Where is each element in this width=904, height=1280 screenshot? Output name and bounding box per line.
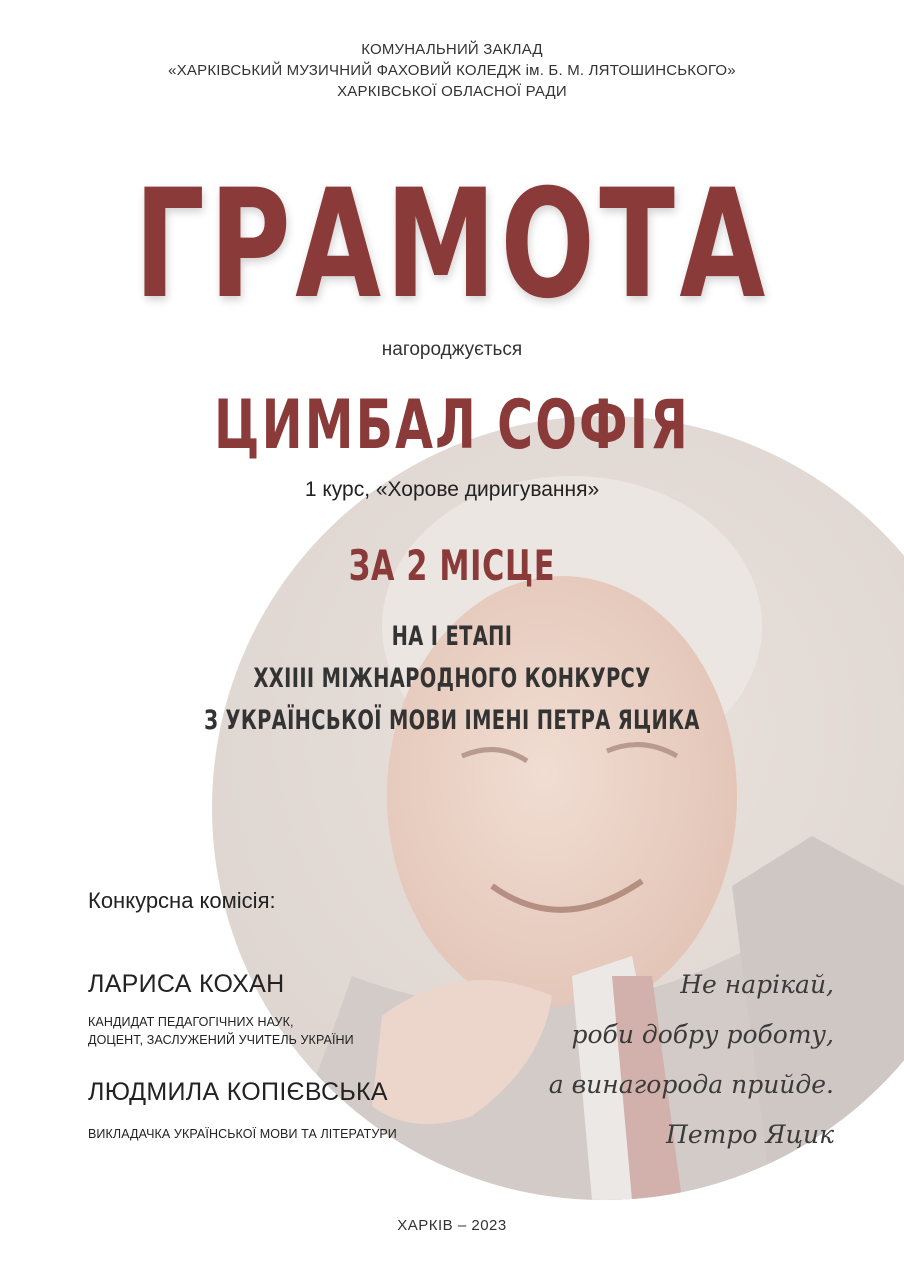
member-desc-line: ВИКЛАДАЧКА УКРАЇНСЬКОЇ МОВИ ТА ЛІТЕРАТУРИ <box>88 1127 397 1141</box>
quote-author: Петро Яцик <box>666 1120 834 1149</box>
quote-line-1: Не нарікай, <box>680 970 834 999</box>
contest-description <box>127 616 778 742</box>
contest-line-2: XXIIII МІЖНАРОДНОГО КОНКУРСУ <box>253 663 651 694</box>
award-place: ЗА 2 МІСЦЕ <box>348 541 556 590</box>
contest-line-1: НА І ЕТАПІ <box>391 621 513 652</box>
quote-line-3: а винагорода прийде. <box>548 1070 834 1099</box>
certificate-title: ГРАМОТА <box>134 158 770 332</box>
footer-city-year: ХАРКІВ – 2023 <box>397 1217 507 1234</box>
recipient-course: 1 курс, «Хорове диригування» <box>304 478 600 501</box>
institution-line-3: ХАРКІВСЬКОЇ ОБЛАСНОЇ РАДИ <box>337 83 567 100</box>
quote-line-2: роби добру роботу, <box>571 1020 834 1049</box>
committee-member-description <box>88 1013 354 1049</box>
institution-line-2: «ХАРКІВСЬКИЙ МУЗИЧНИЙ ФАХОВИЙ КОЛЕДЖ ім. Б. М. ЛЯТОШИНСЬКОГО» <box>168 62 736 79</box>
institution-header <box>0 39 904 102</box>
committee-member-name: ЛАРИСА КОХАН <box>88 970 285 998</box>
quote-block <box>549 960 834 1160</box>
committee-member-name: ЛЮДМИЛА КОПІЄВСЬКА <box>88 1078 388 1106</box>
contest-line-3: З УКРАЇНСЬКОЇ МОВИ ІМЕНІ ПЕТРА ЯЦИКА <box>204 705 700 736</box>
member-desc-line: КАНДИДАТ ПЕДАГОГІЧНИХ НАУК, <box>88 1015 294 1029</box>
recipient-name: ЦИМБАЛ СОФІЯ <box>214 386 690 465</box>
institution-line-1: КОМУНАЛЬНИЙ ЗАКЛАД <box>361 41 543 58</box>
awarded-label: нагороджується <box>381 339 523 360</box>
committee-member-description <box>88 1125 397 1143</box>
committee-title: Конкурсна комісія: <box>88 888 276 913</box>
member-desc-line: ДОЦЕНТ, ЗАСЛУЖЕНИЙ УЧИТЕЛЬ УКРАЇНИ <box>88 1033 354 1047</box>
